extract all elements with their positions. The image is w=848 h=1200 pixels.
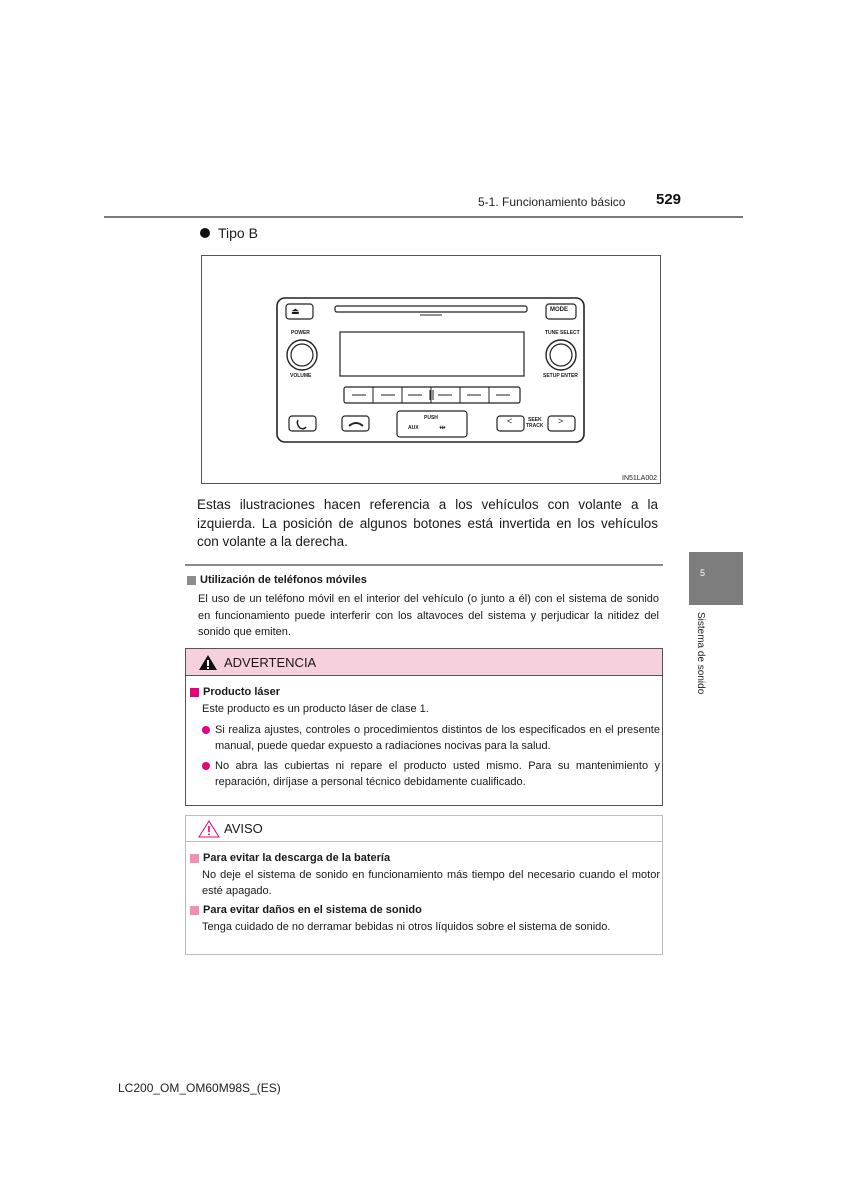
chapter-number: 5 (700, 568, 706, 578)
warning-intro: Este producto es un producto láser de clase 1. (202, 703, 429, 715)
setup-enter-label: SETUP ENTER (543, 373, 578, 379)
notice-item-title: Para evitar daños en el sistema de sonido (203, 904, 422, 916)
push-label: PUSH (424, 415, 438, 421)
display-screen (340, 332, 524, 376)
intro-paragraph: Estas ilustraciones hacen referencia a los vehículos con volante a la izquierda. La posición de algunos botones está invertida en los vehículos con volante a la derecha. (197, 497, 658, 549)
caution-triangle-icon (198, 820, 220, 838)
warning-bullet-text: Si realiza ajustes, controles o procedimientos distintos de los especificados en el presente manual, puede quedar expuesto a radiaciones nocivas para la salud. (215, 724, 660, 752)
power-label: POWER (291, 330, 310, 336)
figure-id: IN51LA002 (622, 475, 658, 482)
seek-next-icon: > (558, 416, 564, 426)
warning-bullet (202, 758, 660, 790)
mobile-section-title: Utilización de teléfonos móviles (200, 574, 367, 586)
preset-strip (344, 387, 520, 403)
volume-label: VOLUME (290, 373, 312, 379)
notice-item-text: No deje el sistema de sonido en funcionamiento más tiempo del necesario cuando el motor esté apagado. (202, 869, 660, 897)
footer-code: LC200_OM_OM60M98S_(ES) (118, 1081, 281, 1095)
warning-title: ADVERTENCIA (224, 654, 317, 670)
warning-bullet (202, 722, 660, 754)
mobile-section-text: El uso de un teléfono móvil en el interior del vehículo (o junto a él) con el sistema de sonido en funcionamiento puede interferir con los altavoces del sistema y perjudicar la nitidez del sonido que emiten. (198, 593, 659, 638)
usb-icon: ⇹ (439, 423, 446, 432)
eject-icon: ⏏ (291, 306, 300, 316)
seek-prev-icon: < (507, 416, 513, 426)
bullet-icon (200, 228, 210, 238)
square-bullet-icon (190, 854, 199, 863)
mobile-section-heading (187, 574, 367, 586)
mode-label: MODE (550, 307, 568, 313)
track-label: TRACK (526, 423, 544, 429)
page-number: 529 (656, 191, 682, 208)
warning-subheading (190, 686, 660, 698)
notice-content (190, 852, 660, 935)
square-bullet-icon (187, 576, 196, 585)
figure-caption (200, 225, 258, 241)
audio-panel-illustration (202, 256, 660, 483)
warning-bullet-text: No abra las cubiertas ni repare el producto usted mismo. Para su mantenimiento y reparación, diríjase a personal técnico debidamente cualificado. (215, 760, 660, 788)
warning-header (186, 649, 662, 676)
aux-label: AUX (408, 425, 419, 431)
bullet-icon (202, 762, 210, 770)
seek-label: SEEK (528, 417, 542, 423)
square-bullet-icon (190, 906, 199, 915)
chapter-label: Sistema de sonido (695, 612, 706, 695)
section-title: 5-1. Funcionamiento básico (478, 195, 626, 209)
header-rule (104, 216, 743, 218)
figure-caption-label: Tipo B (218, 225, 258, 241)
notice-header (186, 816, 662, 842)
warning-subtitle: Producto láser (203, 686, 281, 698)
separator-rule (185, 564, 663, 566)
warning-content (190, 686, 660, 790)
notice-subheading (190, 904, 660, 916)
warning-triangle-icon (198, 654, 218, 671)
square-bullet-icon (190, 688, 199, 697)
bullet-icon (202, 726, 210, 734)
tune-select-label: TUNE SELECT (545, 330, 580, 336)
chapter-tab (689, 552, 743, 605)
notice-item-text: Tenga cuidado de no derramar bebidas ni otros líquidos sobre el sistema de sonido. (202, 921, 611, 933)
notice-subheading (190, 852, 660, 864)
cd-slot (335, 306, 527, 312)
notice-title: AVISO (224, 821, 263, 836)
notice-item-title: Para evitar la descarga de la batería (203, 852, 391, 864)
figure-box (201, 255, 661, 484)
